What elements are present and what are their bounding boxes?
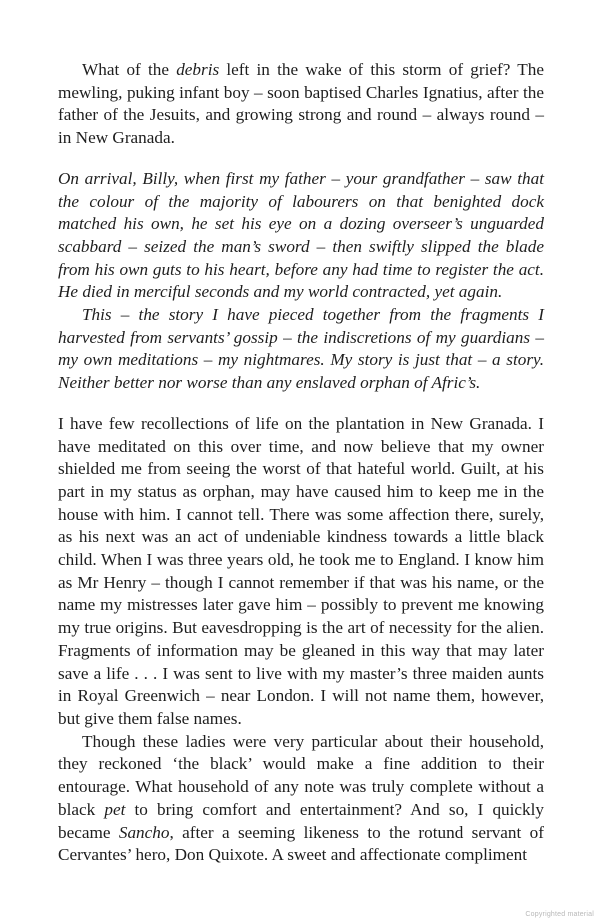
italic-word-sancho: Sancho: [118, 822, 170, 842]
text-segment: Though these ladies were very particular about their household, they reckoned ‘the black’ would make a fine addition to their entourage. What household of any note was truly complete without a black: [58, 731, 544, 819]
text-segment: What of the: [82, 60, 177, 79]
paragraph-on-arrival: On arrival, Billy, when first my father – your grandfather – saw that the colour of the majority of labourers on that benighted dock matched his own, he set his eye on a dozing overseer’s unguarded scabbard – seized the man’s sword – then swiftly slipped the blade from his own guts to his heart, before any had time to register the act. He died in merciful seconds and my world contracted, yet again.: [58, 168, 544, 302]
text-segment: , after a seeming likeness to the rotund servant of Cervantes’ hero, Don Quixote. A sweet and affectionate compliment: [58, 822, 544, 865]
paragraph-this-story: This – the story I have pieced together from the fragments I harvested from servants’ gossip – the indiscretions of my guardians – my own meditations – my nightmares. My story is just that – a story. Neither better nor worse than any enslaved orphan of Afric’s.: [58, 305, 544, 393]
text-segment: to bring comfort and entertainment? And so, I quickly became: [58, 799, 544, 842]
paragraph-debris: [58, 59, 544, 150]
italic-word-debris: debris: [176, 60, 220, 79]
text-segment: left in the wake of this storm of grief? The mewling, puking infant boy – soon baptised Charles Ignatius, after the father of the Jesuits, and growing strong and round – always round – in New Granada.: [58, 60, 544, 148]
paragraph-ladies: [58, 731, 544, 867]
italic-word-pet: pet: [104, 799, 126, 819]
italic-letter-block: [58, 168, 544, 395]
book-page: [58, 59, 544, 867]
copyright-watermark: Copyrighted material: [525, 911, 594, 918]
paragraph-recollections: I have few recollections of life on the plantation in New Granada. I have meditated on this over time, and now believe that my owner shielded me from seeing the worst of that hateful world. Guilt, at his part in my status as orphan, may have caused him to keep me in the house with him. I cannot tell. There was some affection there, surely, as his next was an act of undeniable kindness towards a little black child. When I was three years old, he took me to England. I know him as Mr Henry – though I cannot remember if that was his name, or the name my mistresses later gave him – possibly to prevent me knowing my true origins. But eavesdropping is the art of necessity for the alien. Fragments of information may be gleaned in this way that may later save a life . . . I was sent to live with my master’s three maiden aunts in Royal Greenwich – near London. I will not name them, however, but give them false names.: [58, 413, 544, 728]
